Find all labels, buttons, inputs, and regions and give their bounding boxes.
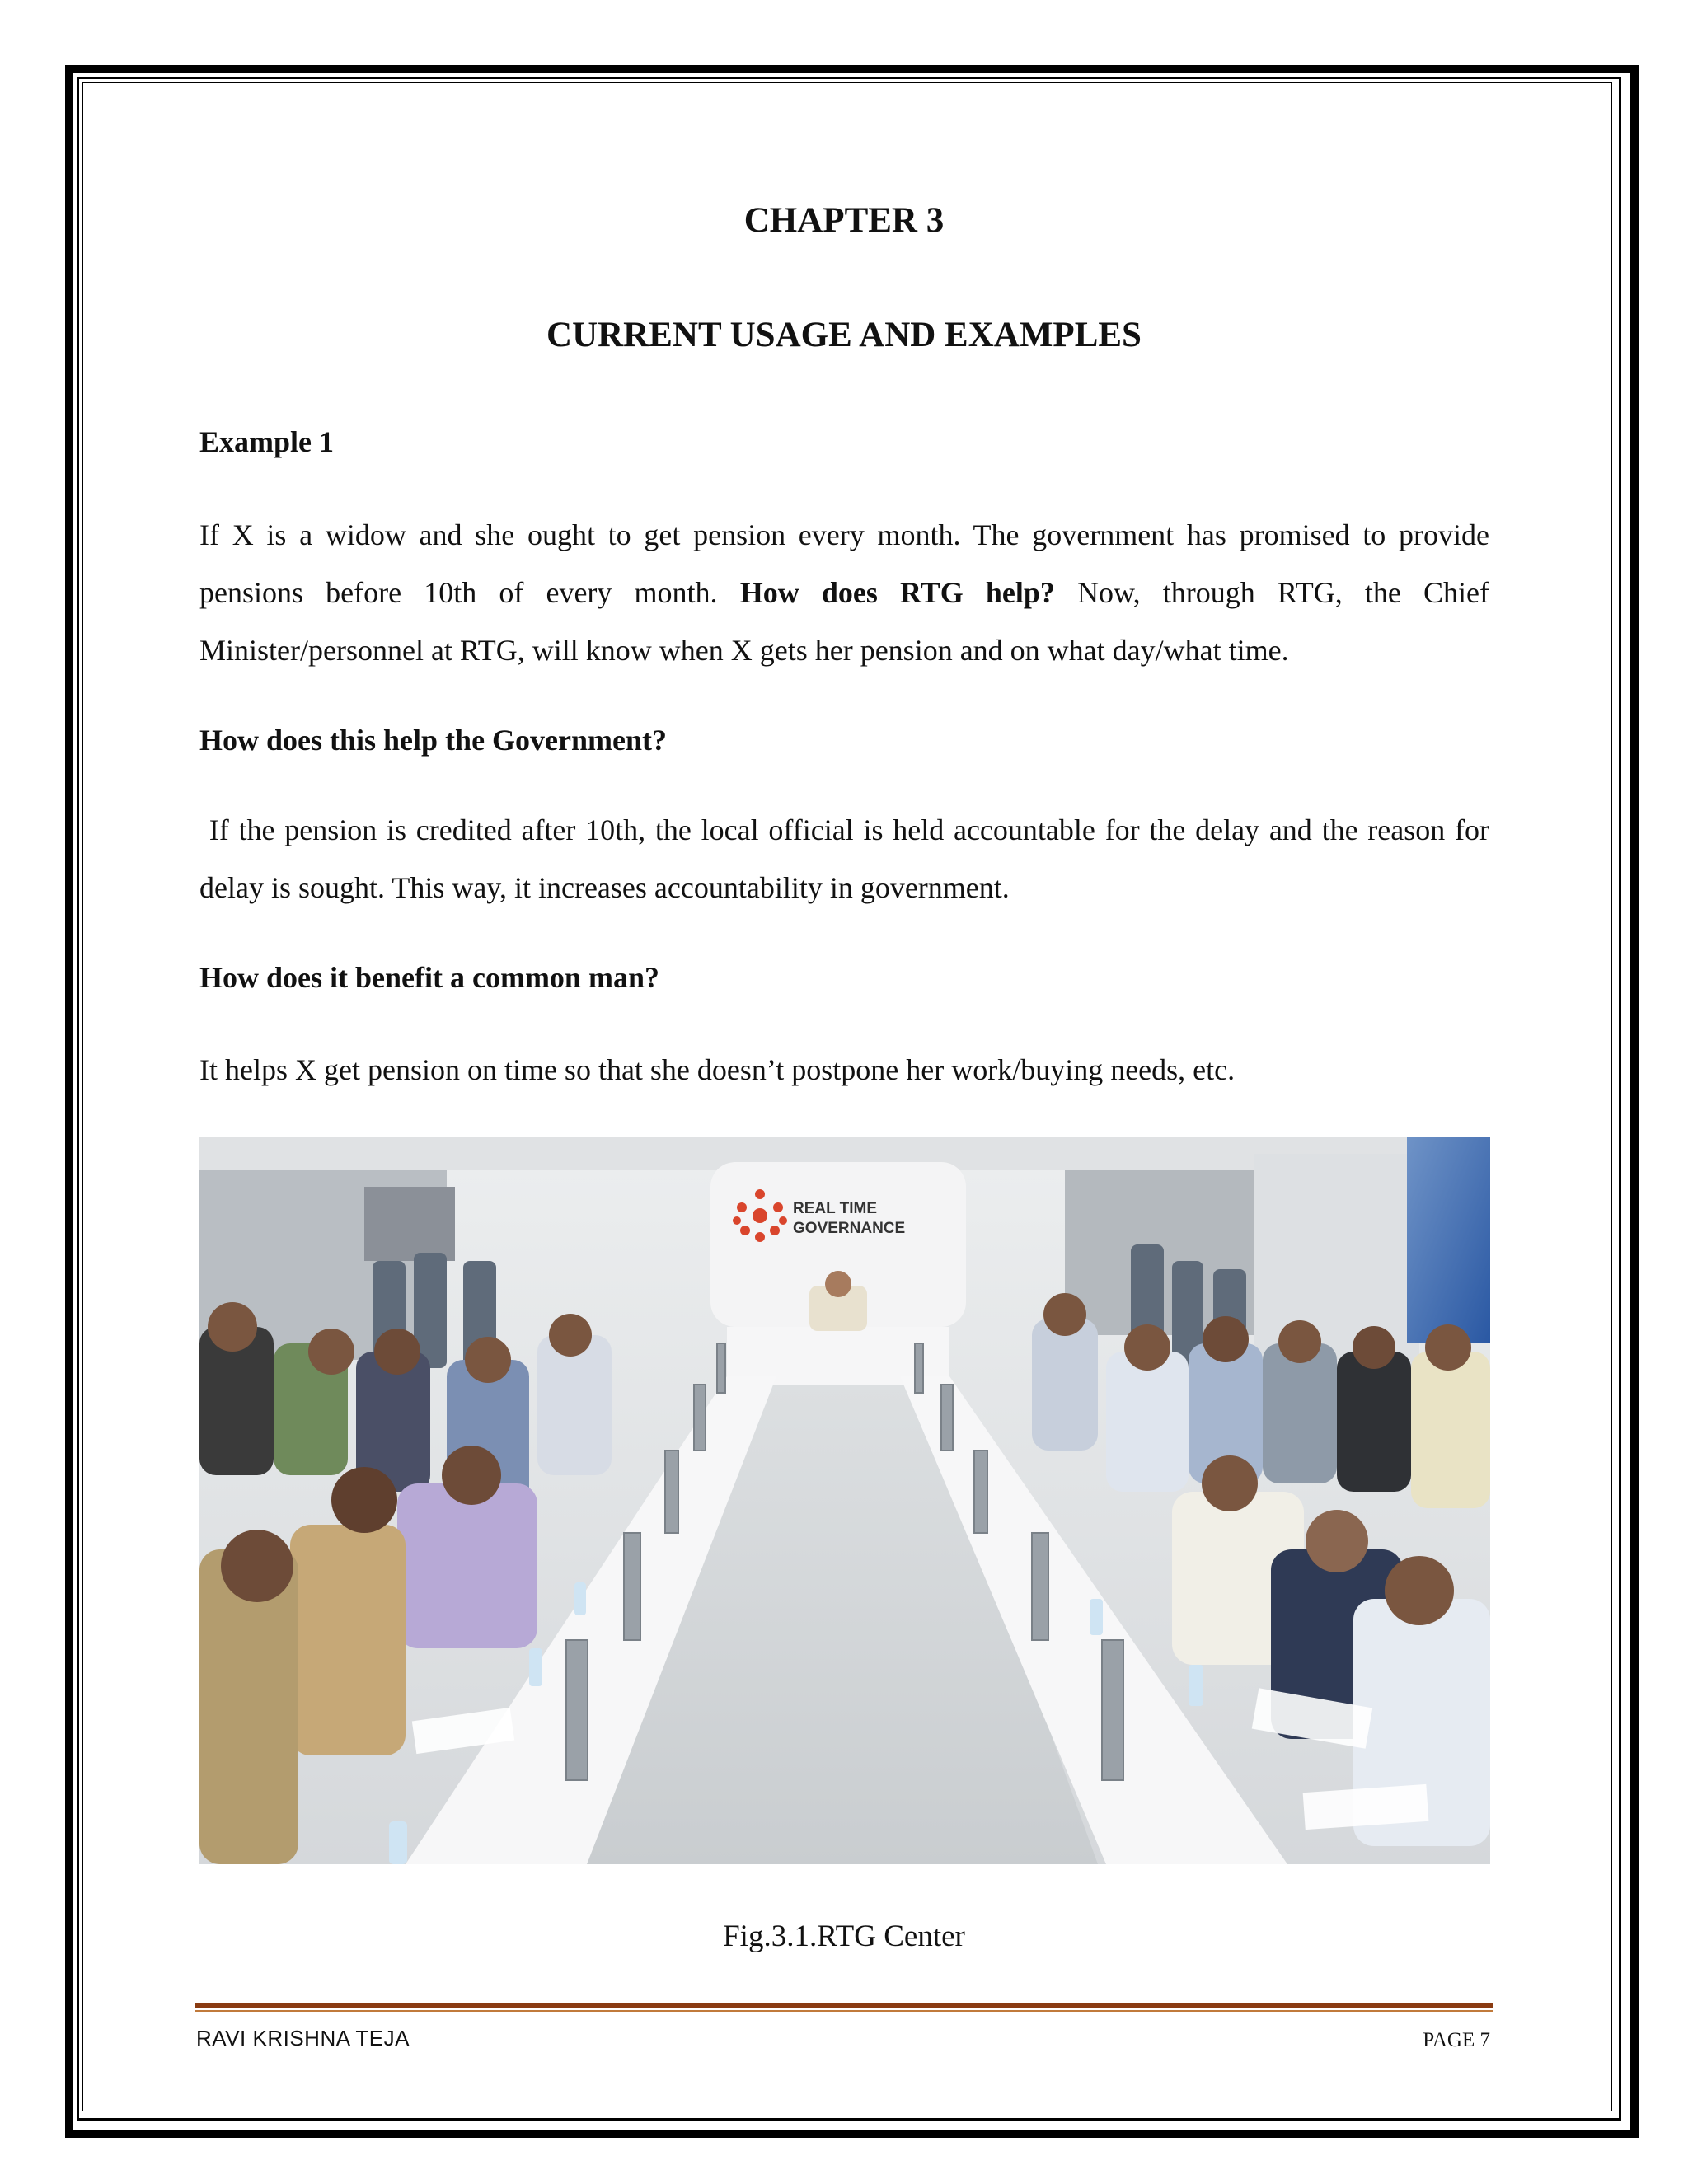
rtg-center-illustration [199,1137,1490,1864]
paragraph-2-text: If the pension is credited after 10th, the local official is held accountable for the delay and the reason for delay is sought. This way, it increases accountability in government. [199,813,1489,904]
paragraph-1-text-b: Now, through RTG, the Chief Minister/personnel at RTG, will know when X gets her pension and on what day/what time. [199,576,1489,667]
sign-line-2: GOVERNANCE [793,1220,906,1237]
footer-rule-dark [195,2003,1493,2008]
paragraph-2 [199,801,1489,916]
paragraph-3 [199,1041,1489,1099]
heading-common-man-block [199,958,1489,997]
paragraph-1-text-a: If X is a widow and she ought to get pension every month. The government has promised to provide pensions before 10th of every month. [199,518,1489,609]
footer-page-number: PAGE 7 [1423,2029,1490,2051]
heading-government: How does this help the Government? [199,724,667,757]
figure-caption: Fig.3.1.RTG Center [723,1919,965,1953]
footer-rule-light [195,2010,1493,2012]
paragraph-3-text: It helps X get pension on time so that she doesn’t postpone her work/buying needs, etc. [199,1053,1236,1086]
chapter-title: CURRENT USAGE AND EXAMPLES [546,316,1142,354]
example-heading: Example 1 [199,425,335,458]
sign-line-1: REAL TIME [793,1200,878,1217]
paragraph-1 [199,506,1489,679]
chapter-number: CHAPTER 3 [743,201,945,240]
heading-common-man: How does it benefit a common man? [199,961,659,994]
heading-government-block [199,720,1489,760]
paragraph-1-bold: How does RTG help? [739,576,1055,609]
example-heading-block [199,422,1489,462]
rtg-center-photo [199,1137,1490,1864]
footer-author: RAVI KRISHNA TEJA [196,2026,410,2050]
